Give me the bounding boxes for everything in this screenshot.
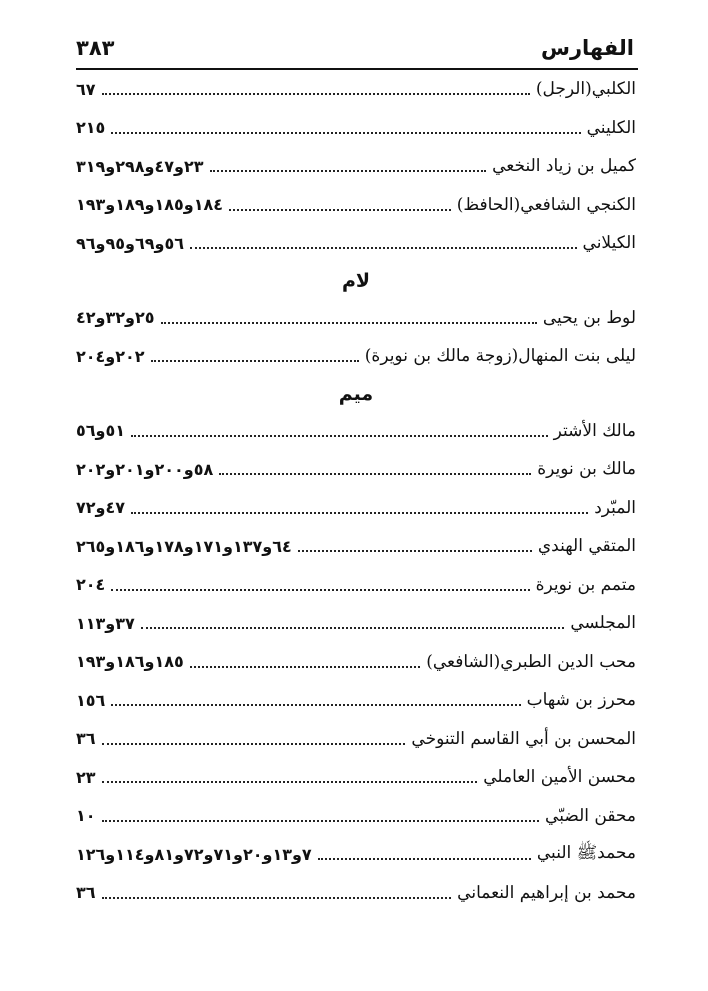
entry-name: المتقي الهندي — [537, 536, 636, 557]
page-number: ٣٨٣ — [76, 36, 115, 60]
dot-leader — [102, 897, 452, 899]
dot-leader — [111, 589, 529, 591]
entry-name: محمد بن إبراهيم النعماني — [457, 882, 636, 903]
index-entry — [76, 70, 636, 109]
entry-page-numbers: ١٠ — [76, 806, 96, 826]
index-entry — [76, 566, 636, 605]
index-entry — [76, 874, 636, 913]
dot-leader — [131, 435, 548, 437]
entry-page-numbers: ١٥٦ — [76, 690, 106, 710]
index-entry — [76, 758, 636, 797]
entry-page-numbers: ٢٠٤ — [76, 575, 106, 595]
entry-name: متمم بن نويرة — [535, 574, 636, 595]
entry-page-numbers: ٧و١٣و٢٠و٧١و٧٢و٨١و١١٤و١٢٦ — [76, 844, 312, 864]
dot-leader — [298, 550, 532, 552]
entry-name: مالك الأشتر — [553, 420, 636, 441]
entry-page-numbers: ٢٠٢و٢٠٤ — [76, 346, 145, 366]
entry-page-numbers: ٥١و٥٦ — [76, 421, 126, 441]
index-entry — [76, 604, 636, 643]
dot-leader — [102, 781, 478, 783]
entry-name: المجلسي — [570, 613, 636, 634]
entry-name: كميل بن زياد النخعي — [492, 156, 636, 177]
entry-name: محمدﷺ النبي — [536, 842, 636, 863]
entry-name: محسن الأمين العاملي — [483, 767, 636, 788]
dot-leader — [210, 170, 487, 172]
dot-leader — [190, 247, 577, 249]
entry-page-numbers: ٥٦و٦٩و٩٥و٩٦ — [76, 233, 184, 253]
entry-name: الكيلاني — [582, 233, 636, 254]
dot-leader — [141, 627, 565, 629]
index-entry — [76, 224, 636, 263]
index-entry — [76, 337, 636, 376]
dot-leader — [102, 820, 540, 822]
dot-leader — [102, 93, 530, 95]
index-entry — [76, 835, 636, 874]
entry-page-numbers: ٤٧و٧٢ — [76, 498, 126, 518]
dot-leader — [111, 132, 580, 134]
index-entry — [76, 681, 636, 720]
header-title: الفهارس — [540, 36, 634, 60]
entry-page-numbers: ٦٧ — [76, 79, 96, 99]
dot-leader — [131, 512, 588, 514]
entry-name: محب الدين الطبري(الشافعي) — [426, 651, 636, 672]
entry-name: ليلى بنت المنهال(زوجة مالك بن نويرة) — [364, 346, 636, 367]
index-entry — [76, 527, 636, 566]
index-entry — [76, 109, 636, 148]
entry-page-numbers: ١٨٤و١٨٥و١٨٩و١٩٣ — [76, 195, 224, 215]
entry-page-numbers: ٢٣ — [76, 767, 96, 787]
entry-page-numbers: ٢١٥ — [76, 118, 106, 138]
page-header — [76, 28, 634, 68]
entry-page-numbers: ٦٤و١٣٧و١٧١و١٧٨و١٨٦و٢٦٥ — [76, 536, 292, 556]
entry-name: الكلبي(الرجل) — [535, 79, 636, 100]
entry-page-numbers: ٥٨و٢٠٠و٢٠١و٢٠٢ — [76, 459, 214, 479]
entry-name: المحسن بن أبي القاسم التنوخي — [411, 728, 636, 749]
index-entry — [76, 412, 636, 451]
entry-name: مالك بن نويرة — [537, 459, 636, 480]
index-entry — [76, 797, 636, 836]
entry-name: محقن الضبّي — [545, 805, 636, 826]
dot-leader — [111, 704, 520, 706]
index-entry — [76, 147, 636, 186]
dot-leader — [229, 209, 451, 211]
dot-leader — [102, 743, 406, 745]
entry-page-numbers: ٣٧و١١٣ — [76, 613, 135, 633]
index-entry — [76, 450, 636, 489]
section-heading: ميم — [338, 382, 374, 405]
dot-leader — [219, 473, 531, 475]
entry-name: الكليني — [586, 117, 636, 138]
entry-name: محرز بن شهاب — [526, 690, 636, 711]
index-list — [76, 70, 636, 912]
entry-page-numbers: ١٨٥و١٨٦و١٩٣ — [76, 652, 184, 672]
index-entry — [76, 643, 636, 682]
dot-leader — [151, 360, 359, 362]
index-entry — [76, 489, 636, 528]
entry-page-numbers: ٢٣و٤٧و٢٩٨و٣١٩ — [76, 156, 204, 176]
entry-name: لوط بن يحيى — [542, 307, 636, 328]
index-entry — [76, 299, 636, 338]
entry-name: الكنجي الشافعي(الحافظ) — [456, 194, 636, 215]
index-entry — [76, 720, 636, 759]
entry-page-numbers: ٣٦ — [76, 883, 96, 903]
dot-leader — [161, 322, 537, 324]
dot-leader — [190, 666, 420, 668]
entry-name: المبّرد — [594, 497, 636, 518]
index-entry — [76, 186, 636, 225]
section-heading: لام — [341, 269, 371, 292]
dot-leader — [318, 858, 531, 860]
entry-page-numbers: ٣٦ — [76, 729, 96, 749]
entry-page-numbers: ٢٥و٣٢و٤٢ — [76, 308, 155, 328]
